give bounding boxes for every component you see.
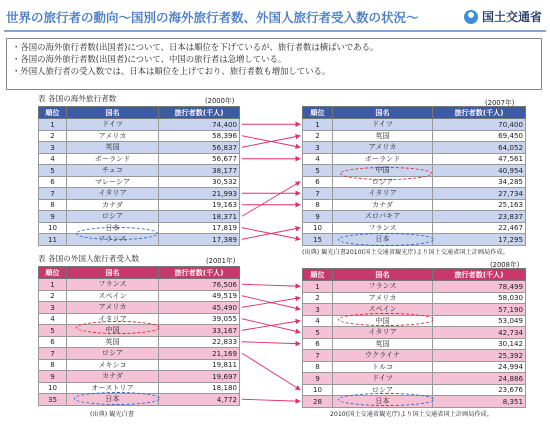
rank-cell: 9 [39, 371, 67, 383]
travelers-cell: 21,993 [159, 188, 240, 200]
country-cell: アメリカ [333, 142, 433, 154]
col-travelers: 旅行者数(千人) [433, 107, 526, 119]
rank-cell: 6 [39, 176, 67, 188]
travelers-cell: 17,819 [159, 222, 240, 234]
col-rank: 順位 [303, 107, 333, 119]
rank-cell: 4 [39, 153, 67, 165]
rank-cell: 10 [39, 222, 67, 234]
rank-cell: 1 [39, 279, 67, 291]
country-cell: 日本 [67, 222, 159, 234]
country-cell: マレーシア [67, 176, 159, 188]
rank-cell: 8 [39, 199, 67, 211]
rank-cell: 11 [39, 234, 67, 246]
rank-cell: 3 [39, 142, 67, 154]
rank-cell: 10 [303, 222, 333, 234]
rank-cell: 28 [303, 396, 333, 408]
col-travelers: 旅行者数(千人) [159, 267, 240, 279]
travelers-cell: 23,676 [433, 384, 526, 396]
country-cell: 中国 [67, 325, 159, 337]
travelers-cell: 76,506 [159, 279, 240, 291]
rank-cell: 7 [303, 350, 333, 362]
country-cell: カナダ [67, 371, 159, 383]
country-cell: アメリカ [333, 292, 433, 304]
travelers-cell: 58,396 [159, 130, 240, 142]
rank-cell: 10 [303, 384, 333, 396]
rank-cell: 3 [303, 304, 333, 316]
inbound-caption: 表 各国の外国人旅行者受入数 [38, 254, 140, 263]
rank-cell: 5 [303, 327, 333, 339]
travelers-cell: 56,677 [159, 153, 240, 165]
travelers-cell: 24,886 [433, 373, 526, 385]
rank-cell: 5 [39, 325, 67, 337]
summary-bullet: ・各国の海外旅行者数(出国者)について、日本は順位を下げているが、旅行者数は横ばいである。 [12, 42, 379, 52]
country-cell: オーストリア [67, 382, 159, 394]
country-cell: アメリカ [67, 302, 159, 314]
country-cell: フランス [67, 279, 159, 291]
country-cell: アメリカ [67, 130, 159, 142]
rank-cell: 10 [39, 382, 67, 394]
travelers-cell: 17,389 [159, 234, 240, 246]
country-cell: 日本 [67, 394, 159, 406]
travelers-cell: 21,169 [159, 348, 240, 360]
country-cell: ドイツ [67, 119, 159, 131]
travelers-cell: 24,994 [433, 361, 526, 373]
rank-cell: 35 [39, 394, 67, 406]
country-cell: ポーランド [333, 153, 433, 165]
rank-cell: 8 [303, 199, 333, 211]
rank-cell: 7 [39, 188, 67, 200]
travelers-cell: 19,811 [159, 359, 240, 371]
summary-bullet: ・各国の海外旅行者数(出国者)について、中国の旅行者は急増している。 [12, 54, 287, 65]
country-cell: ロシア [333, 384, 433, 396]
travelers-cell: 53,049 [433, 315, 526, 327]
country-cell: ロシア [67, 211, 159, 223]
country-cell: 英国 [333, 338, 433, 350]
col-country: 国名 [333, 107, 433, 119]
country-cell: トルコ [333, 361, 433, 373]
inbound-source-right: 2010(国土交通省観光庁)より国土交通省国土計画局作成。 [330, 411, 493, 418]
country-cell: 英国 [67, 142, 159, 154]
col-rank: 順位 [303, 269, 333, 281]
rank-cell: 4 [39, 313, 67, 325]
travelers-cell: 78,499 [433, 281, 526, 293]
travelers-cell: 30,532 [159, 176, 240, 188]
rank-cell: 15 [303, 234, 333, 246]
travelers-cell: 27,734 [433, 188, 526, 200]
travelers-cell: 47,561 [433, 153, 526, 165]
inbound-source-left: (出典) 観光白書 [90, 411, 134, 418]
country-cell: カナダ [333, 199, 433, 211]
country-cell: チェコ [67, 165, 159, 177]
rank-cell: 8 [303, 361, 333, 373]
travelers-cell: 56,837 [159, 142, 240, 154]
page-title: 世界の旅行者の動向～国別の海外旅行者数、外国人旅行者受入数の状況～ [6, 10, 419, 25]
outbound-year-right: (2007年) [485, 99, 515, 107]
travelers-cell: 33,167 [159, 325, 240, 337]
rank-arrow [242, 342, 300, 344]
country-cell: 英国 [333, 130, 433, 142]
travelers-cell: 25,392 [433, 350, 526, 362]
rank-cell: 5 [39, 165, 67, 177]
country-cell: 中国 [333, 315, 433, 327]
travelers-cell: 4,772 [159, 394, 240, 406]
travelers-cell: 45,490 [159, 302, 240, 314]
col-country: 国名 [67, 267, 159, 279]
country-cell: フランス [67, 234, 159, 246]
country-cell: イタリア [67, 313, 159, 325]
rank-cell: 3 [39, 302, 67, 314]
col-travelers: 旅行者数(千人) [433, 269, 526, 281]
rank-cell: 3 [303, 142, 333, 154]
rank-arrow [242, 353, 300, 390]
country-cell: ドイツ [333, 373, 433, 385]
travelers-cell: 23,837 [433, 211, 526, 223]
travelers-cell: 34,285 [433, 176, 526, 188]
rank-cell: 7 [39, 348, 67, 360]
travelers-cell: 69,450 [433, 130, 526, 142]
rank-cell: 2 [39, 130, 67, 142]
rank-cell: 2 [303, 292, 333, 304]
rank-cell: 9 [39, 211, 67, 223]
travelers-cell: 19,697 [159, 371, 240, 383]
travelers-cell: 19,163 [159, 199, 240, 211]
country-cell: イタリア [333, 188, 433, 200]
ministry-name: 国土交通省 [481, 10, 542, 24]
country-cell: スペイン [333, 304, 433, 316]
rank-cell: 6 [303, 176, 333, 188]
rank-cell: 2 [303, 130, 333, 142]
rank-arrow [242, 321, 300, 331]
country-cell: ロシア [333, 176, 433, 188]
outbound-caption: 表 各国の海外旅行者数 [38, 94, 117, 103]
rank-arrow [242, 298, 300, 308]
country-cell: メキシコ [67, 359, 159, 371]
travelers-cell: 22,467 [433, 222, 526, 234]
country-cell: イタリア [67, 188, 159, 200]
country-cell: 英国 [67, 336, 159, 348]
rank-cell: 4 [303, 153, 333, 165]
rank-cell: 8 [39, 359, 67, 371]
travelers-cell: 42,734 [433, 327, 526, 339]
country-cell: ウクライナ [333, 350, 433, 362]
travelers-cell: 40,954 [433, 165, 526, 177]
rank-cell: 6 [303, 338, 333, 350]
rank-cell: 1 [303, 281, 333, 293]
travelers-cell: 38,177 [159, 165, 240, 177]
inbound-year-right: (2008年) [490, 261, 520, 269]
country-cell: ポーランド [67, 153, 159, 165]
col-travelers: 旅行者数(千人) [159, 107, 240, 119]
rank-arrow [242, 182, 300, 217]
rank-cell: 1 [303, 119, 333, 131]
col-rank: 順位 [39, 107, 67, 119]
country-cell: 日本 [333, 396, 433, 408]
col-rank: 順位 [39, 267, 67, 279]
travelers-cell: 39,055 [159, 313, 240, 325]
travelers-cell: 64,052 [433, 142, 526, 154]
country-cell: フランス [333, 281, 433, 293]
travelers-cell: 70,400 [433, 119, 526, 131]
travelers-cell: 57,190 [433, 304, 526, 316]
travelers-cell: 17,295 [433, 234, 526, 246]
travelers-cell: 18,180 [159, 382, 240, 394]
outbound-source: (出典) 観光白書2010(国土交通省観光庁)より国土交通省国土計画局作成。 [302, 249, 509, 256]
rank-arrow [242, 284, 300, 286]
travelers-cell: 22,833 [159, 336, 240, 348]
inbound-year-left: (2001年) [206, 257, 236, 265]
country-cell: スロバキア [333, 211, 433, 223]
country-cell: 日本 [333, 234, 433, 246]
country-cell: カナダ [67, 199, 159, 211]
travelers-cell: 30,142 [433, 338, 526, 350]
rank-cell: 6 [39, 336, 67, 348]
col-country: 国名 [333, 269, 433, 281]
country-cell: フランス [333, 222, 433, 234]
summary-bullet: ・外国人旅行者の受入数では、日本は順位を上げており、旅行者数も増加している。 [12, 66, 331, 77]
rank-cell: 9 [303, 211, 333, 223]
col-country: 国名 [67, 107, 159, 119]
travelers-cell: 18,371 [159, 211, 240, 223]
travelers-cell: 8,351 [433, 396, 526, 408]
rank-cell: 1 [39, 119, 67, 131]
country-cell: 中国 [333, 165, 433, 177]
outbound-year-left: (2000年) [205, 97, 235, 105]
country-cell: イタリア [333, 327, 433, 339]
rank-cell: 9 [303, 373, 333, 385]
rank-cell: 2 [39, 290, 67, 302]
travelers-cell: 74,400 [159, 119, 240, 131]
rank-cell: 4 [303, 315, 333, 327]
travelers-cell: 25,163 [433, 199, 526, 211]
travelers-cell: 49,519 [159, 290, 240, 302]
country-cell: スペイン [67, 290, 159, 302]
country-cell: ロシア [67, 348, 159, 360]
rank-arrow [242, 399, 300, 401]
rank-cell: 5 [303, 165, 333, 177]
country-cell: ドイツ [333, 119, 433, 131]
rank-cell: 7 [303, 188, 333, 200]
travelers-cell: 58,030 [433, 292, 526, 304]
